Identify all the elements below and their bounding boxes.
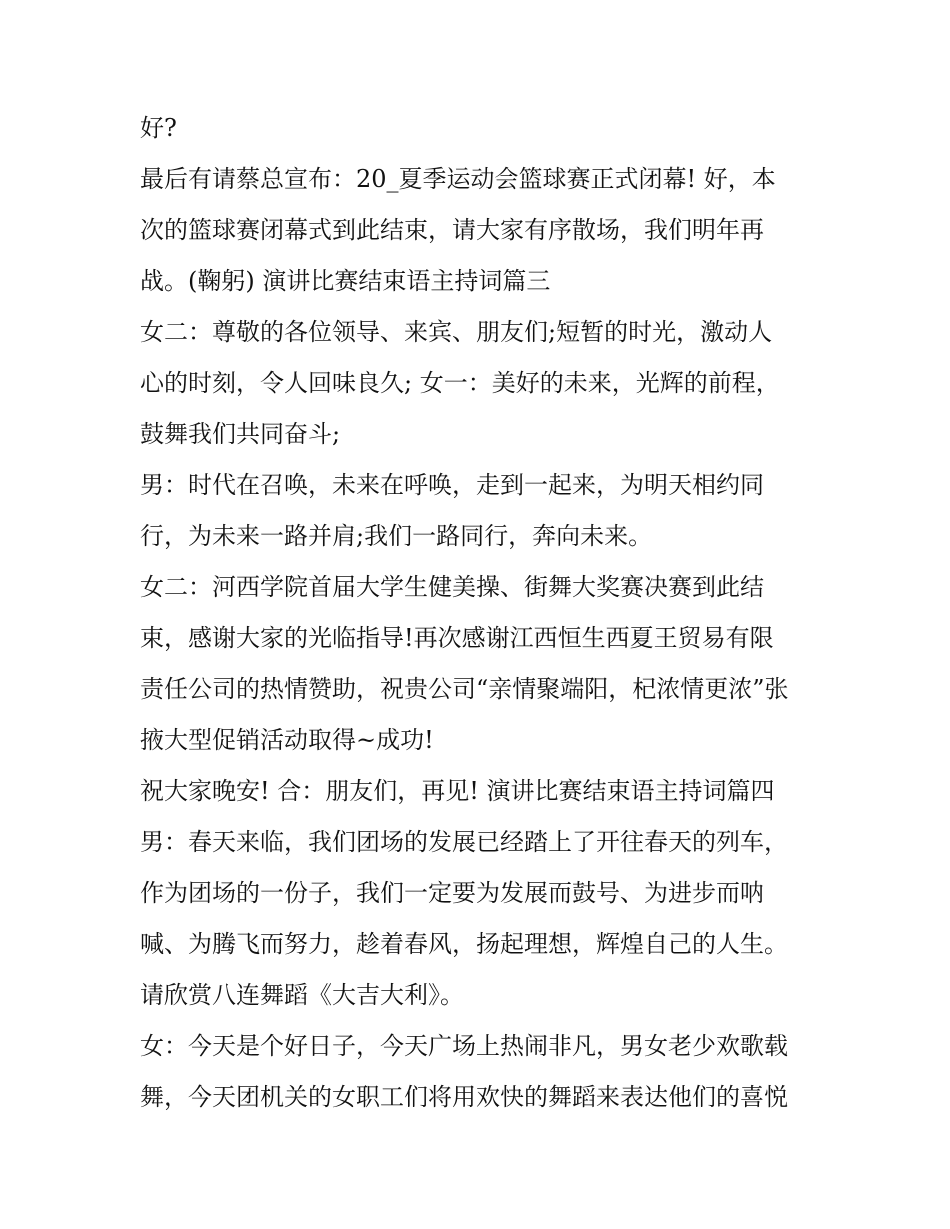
text-line: 心的时刻，令人回味良久; 女一：美好的未来，光辉的前程， (140, 369, 780, 397)
text-line: 好? (140, 114, 177, 142)
text-line: 战。(鞠躬) 演讲比赛结束语主持词篇三 (140, 267, 551, 295)
text-line: 舞，今天团机关的女职工们将用欢快的舞蹈来表达他们的喜悦 (140, 1083, 788, 1111)
text-line: 请欣赏八连舞蹈《大吉大利》。 (140, 981, 464, 1009)
text-line: 最后有请蔡总宣布：20_夏季运动会篮球赛正式闭幕! 好，本 (140, 165, 776, 193)
text-line: 作为团场的一份子，我们一定要为发展而鼓号、为进步而呐 (140, 879, 764, 907)
text-line: 束，感谢大家的光临指导!再次感谢江西恒生西夏王贸易有限 (140, 624, 774, 652)
text-line: 男：时代在召唤，未来在呼唤，走到一起来，为明天相约同 (140, 471, 764, 499)
text-line: 女二：尊敬的各位领导、来宾、朋友们;短暂的时光，激动人 (140, 318, 773, 346)
text-line: 男：春天来临，我们团场的发展已经踏上了开往春天的列车， (140, 828, 788, 856)
text-line: 行，为未来一路并肩;我们一路同行，奔向未来。 (140, 522, 653, 550)
text-line: 祝大家晚安! 合：朋友们，再见! 演讲比赛结束语主持词篇四 (140, 777, 775, 805)
text-line: 次的篮球赛闭幕式到此结束，请大家有序散场，我们明年再 (140, 216, 764, 244)
text-line: 掖大型促销活动取得~成功! (140, 726, 434, 754)
text-line: 喊、为腾飞而努力，趁着春风，扬起理想，辉煌自己的人生。 (140, 930, 788, 958)
text-line: 女：今天是个好日子，今天广场上热闹非凡，男女老少欢歌载 (140, 1032, 788, 1060)
document-body (140, 103, 830, 1123)
text-line: 女二：河西学院首届大学生健美操、街舞大奖赛决赛到此结 (140, 573, 764, 601)
text-line: 责任公司的热情赞助，祝贵公司“亲情聚端阳，杞浓情更浓”张 (140, 675, 789, 703)
text-line: 鼓舞我们共同奋斗; (140, 420, 341, 448)
